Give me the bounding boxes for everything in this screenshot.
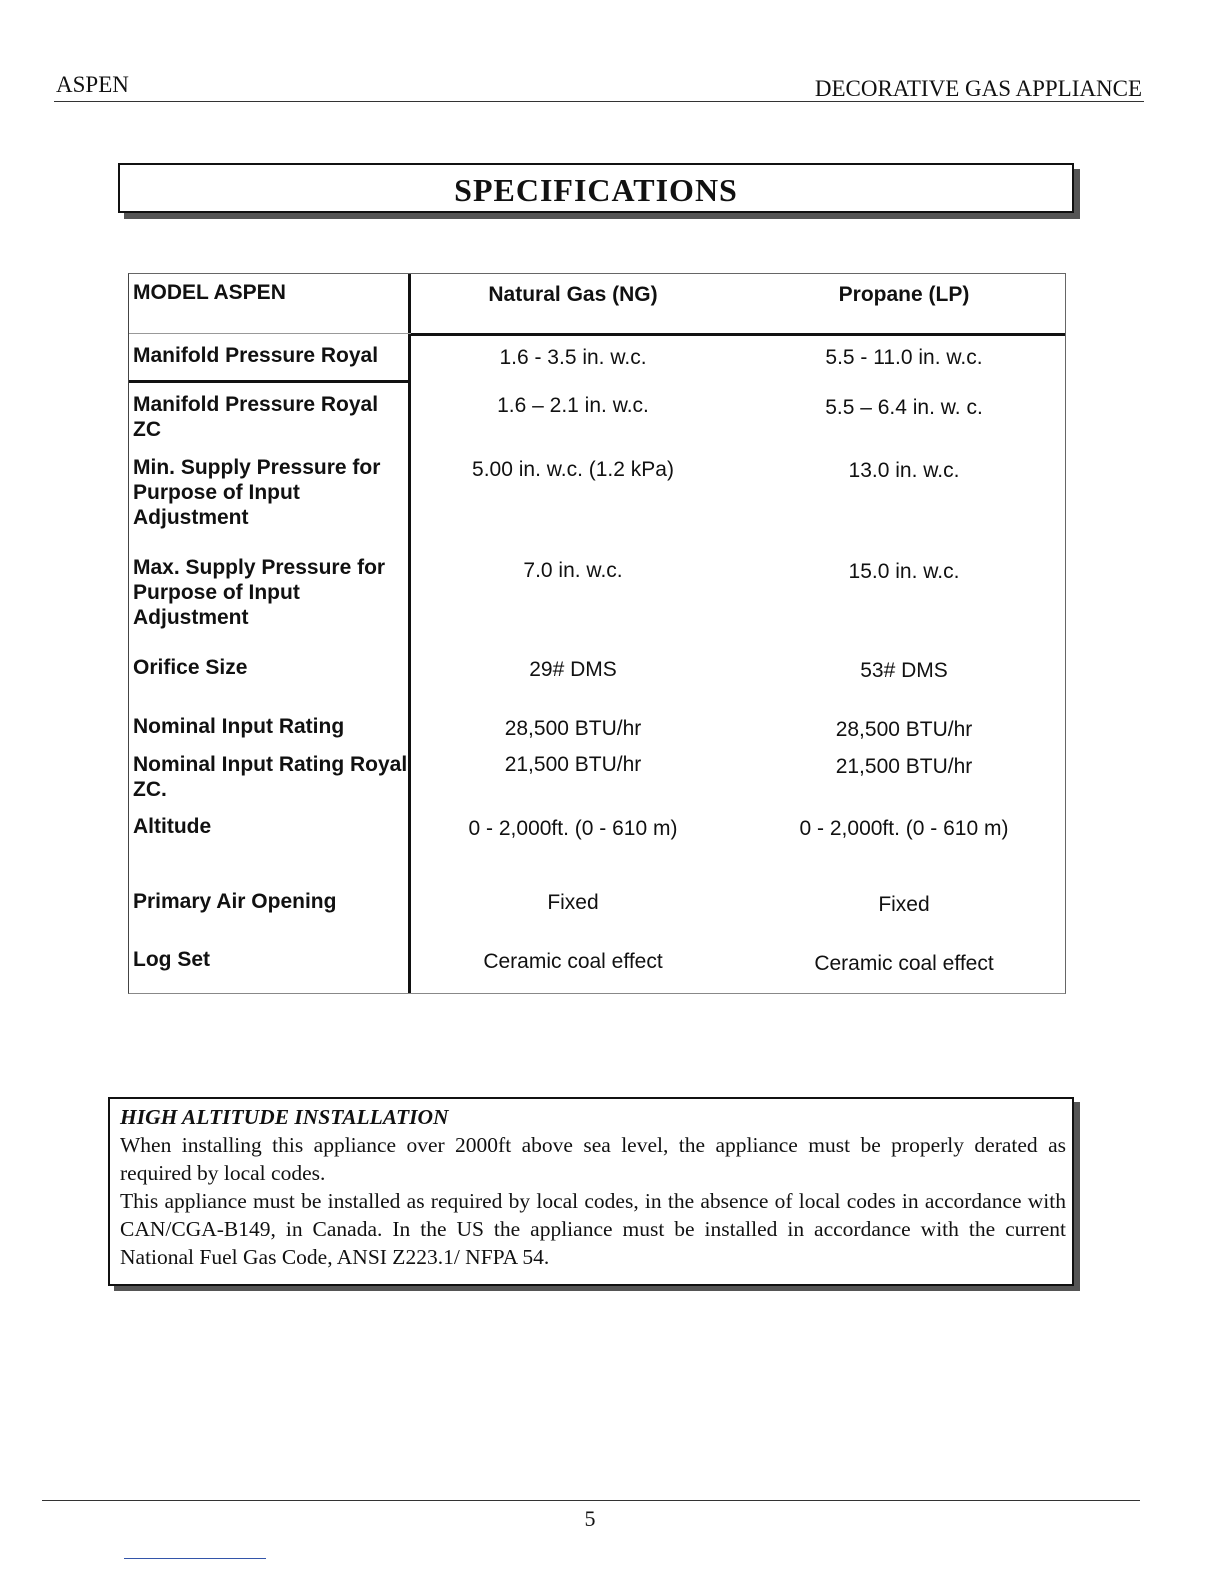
header-model: MODEL ASPEN	[133, 281, 286, 304]
row-lp-altitude: 0 - 2,000ft. (0 - 610 m)	[799, 817, 1009, 840]
row-ng-primary-air: Fixed	[547, 891, 599, 914]
row-lp-orifice: 53# DMS	[860, 659, 948, 682]
row-ng-manifold-royal: 1.6 - 3.5 in. w.c.	[499, 346, 647, 369]
high-altitude-note-box	[108, 1097, 1074, 1286]
row-label-log-set: Log Set	[133, 948, 210, 971]
header-rule	[54, 101, 1144, 102]
row-ng-min-supply: 5.00 in. w.c. (1.2 kPa)	[472, 458, 674, 481]
row-label-min-supply: Min. Supply Pressure for Purpose of Input Adjustment	[133, 456, 381, 529]
row-label-manifold-royal-zc: Manifold Pressure Royal ZC	[133, 393, 379, 441]
row-label-altitude: Altitude	[133, 815, 212, 838]
row-lp-nominal-input-zc: 21,500 BTU/hr	[835, 755, 973, 778]
page-number: 5	[584, 1506, 596, 1531]
row-label-orifice: Orifice Size	[133, 656, 248, 679]
row-ng-max-supply: 7.0 in. w.c.	[523, 559, 623, 582]
row-lp-min-supply: 13.0 in. w.c.	[848, 459, 960, 482]
row-label-manifold-royal: Manifold Pressure Royal	[133, 344, 379, 367]
note-paragraph-2: This appliance must be installed as required by local codes, in the absence of local codes in accordance with CAN/CGA-B149, in Canada. In the US the appliance must be installed in accordance with the current National Fuel Gas Code, ANSI Z223.1/ NFPA 54.	[120, 1189, 1066, 1269]
footer-rule	[42, 1500, 1140, 1501]
header-propane: Propane (LP)	[838, 283, 970, 306]
note-paragraph-1: When installing this appliance over 2000ft above sea level, the appliance must be properly derated as required by local codes.	[120, 1133, 1066, 1185]
row-ng-altitude: 0 - 2,000ft. (0 - 610 m)	[468, 817, 678, 840]
row-ng-nominal-input-zc: 21,500 BTU/hr	[504, 753, 642, 776]
row-lp-log-set: Ceramic coal effect	[814, 952, 994, 975]
row-ng-manifold-royal-zc: 1.6 – 2.1 in. w.c.	[497, 394, 649, 417]
row-ng-orifice: 29# DMS	[529, 658, 617, 681]
specifications-title-box	[118, 163, 1074, 213]
header-natural-gas: Natural Gas (NG)	[488, 283, 658, 306]
row-lp-nominal-input: 28,500 BTU/hr	[835, 718, 973, 741]
row-label-primary-air: Primary Air Opening	[133, 890, 337, 913]
note-title: HIGH ALTITUDE INSTALLATION	[120, 1105, 449, 1129]
row-lp-manifold-royal: 5.5 - 11.0 in. w.c.	[825, 346, 983, 369]
first-row-rule	[129, 380, 411, 383]
row-lp-manifold-royal-zc: 5.5 – 6.4 in. w. c.	[825, 396, 983, 419]
row-lp-max-supply: 15.0 in. w.c.	[848, 560, 960, 583]
row-ng-log-set: Ceramic coal effect	[483, 950, 663, 973]
row-ng-nominal-input: 28,500 BTU/hr	[504, 717, 642, 740]
header-rule-left	[129, 333, 411, 334]
header-rule-right	[408, 333, 1065, 336]
row-label-nominal-input-zc: Nominal Input Rating Royal ZC.	[133, 753, 408, 801]
row-lp-primary-air: Fixed	[878, 893, 930, 916]
page-title: SPECIFICATIONS	[454, 172, 738, 208]
header-right-title: DECORATIVE GAS APPLIANCE	[814, 76, 1142, 101]
header-left-title: ASPEN	[56, 72, 129, 97]
row-label-nominal-input: Nominal Input Rating	[133, 715, 345, 738]
footer-underline-mark	[124, 1558, 266, 1559]
row-label-max-supply: Max. Supply Pressure for Purpose of Input Adjustment	[133, 556, 386, 629]
specifications-table	[128, 273, 1066, 994]
